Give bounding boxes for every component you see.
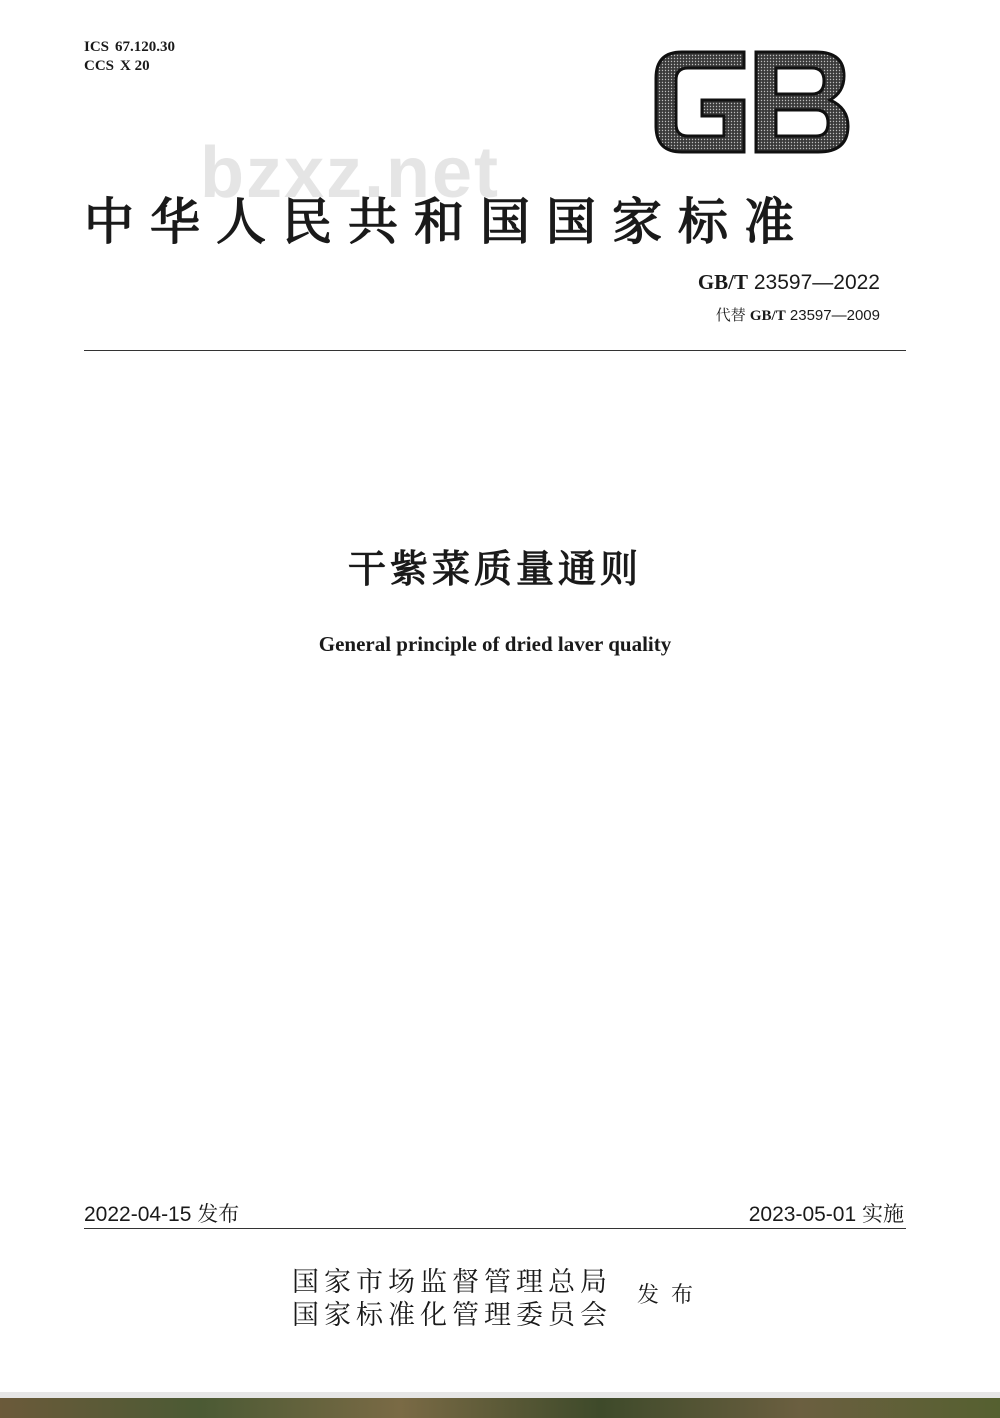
issue-date-value: 2022-04-15 [84, 1203, 192, 1226]
ccs-value: X 20 [120, 58, 150, 74]
implementation-date [749, 1198, 904, 1228]
implementation-date-label: 实施 [862, 1203, 904, 1226]
issue-date-label: 发布 [197, 1203, 240, 1226]
ccs-code [84, 57, 181, 76]
top-divider [84, 350, 906, 351]
watermark: bzxz.net [200, 133, 501, 213]
standard-number-value: 23597—2022 [753, 271, 880, 294]
scan-background-strip [0, 1398, 1000, 1418]
national-standard-title: 中华人民共和国国家标准 [84, 192, 810, 251]
ccs-label: CCS [84, 58, 115, 74]
ics-value: 67.120.30 [115, 39, 176, 55]
implementation-date-value: 2023-05-01 [748, 1203, 857, 1226]
publish-label: 发布 [637, 1283, 706, 1308]
publisher-sac: 国家标准化管理委员会 [292, 1300, 612, 1331]
document-title-zh: 干紫菜质量通则 [347, 547, 642, 591]
replaces-standard [716, 304, 880, 325]
gb-logo-text: GB [652, 48, 654, 49]
ics-label: ICS [84, 39, 110, 55]
issue-date [84, 1198, 239, 1228]
replaces-label: 代替 [715, 307, 746, 324]
standard-prefix: GB/T [697, 270, 749, 294]
standard-number [698, 270, 880, 295]
gb-logo [652, 48, 852, 156]
bottom-divider [84, 1228, 906, 1229]
document-title-en: General principle of dried laver quality [318, 632, 672, 656]
replaces-number: 23597—2009 [789, 307, 880, 324]
classification-codes [84, 38, 181, 76]
replaces-prefix: GB/T [749, 308, 786, 324]
ics-code [84, 38, 181, 57]
publisher-samr: 国家市场监督管理总局 [292, 1267, 612, 1298]
